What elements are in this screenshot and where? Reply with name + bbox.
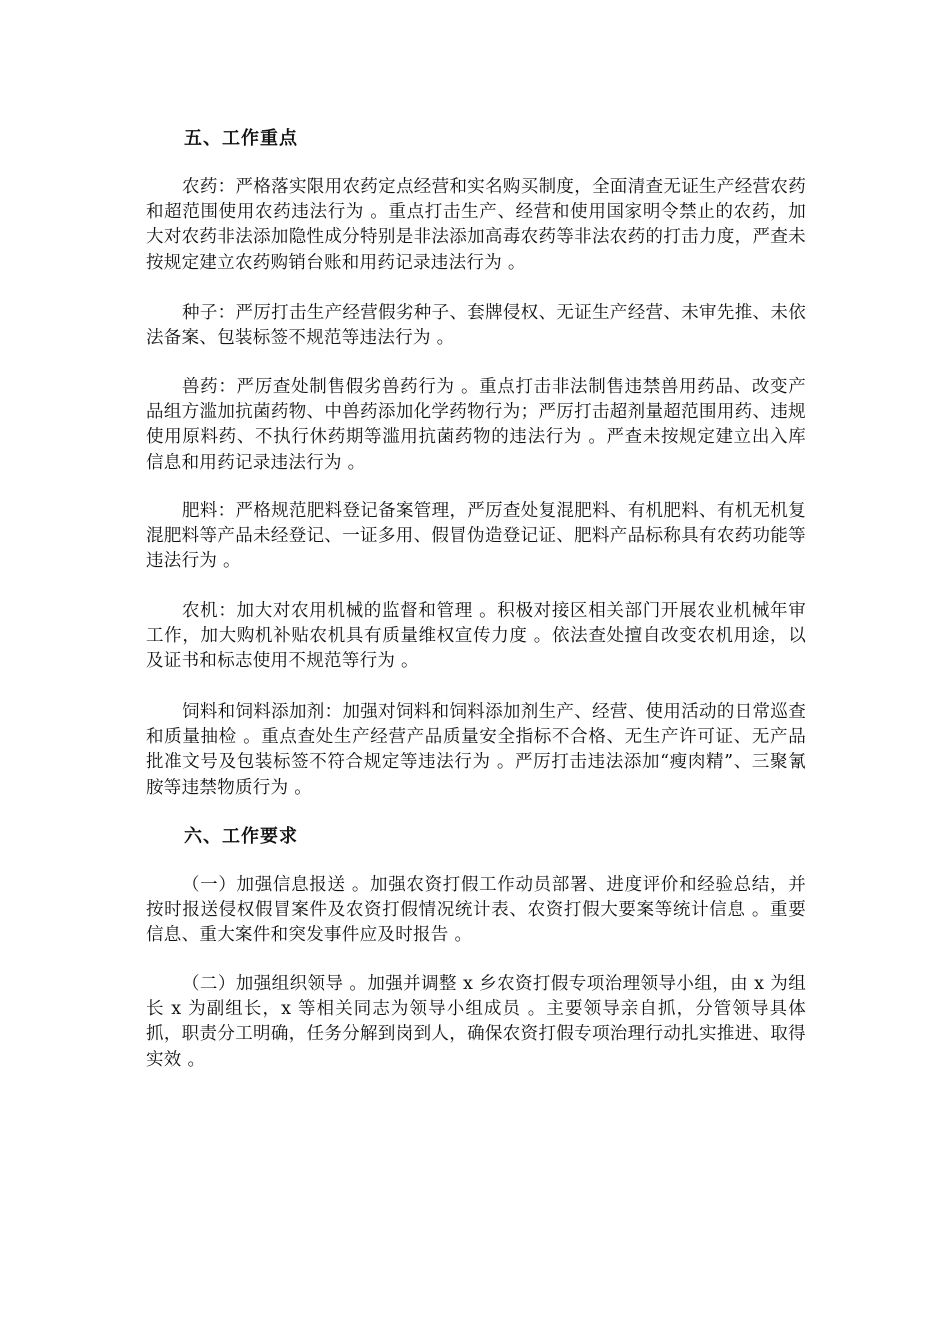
paragraph-veterinary-drugs: 兽药：严厉查处制售假劣兽药行为 。重点打击非法制售违禁兽用药品、改变产品组方滥加抗菌药物、中兽药添加化学药物行为；严厉打击超剂量超范围用药、违规使用原料药、不执行休药期等滥用抗菌药物的违法行为 。严查未按规定建立出入库信息和用药记录违法行为 。: [146, 377, 806, 473]
section-heading-work-requirements: 六、工作要求: [184, 826, 298, 847]
section-heading-work-focus: 五、工作重点: [184, 128, 298, 149]
paragraph-feed-additives: 饲料和饲料添加剂：加强对饲料和饲料添加剂生产、经营、使用活动的日常巡查和质量抽检 。重点查处生产经营产品质量安全指标不合格、无生产许可证、无产品批准文号及包装标签不符合规定等违法行为 。严厉打击违法添加“瘦肉精”、三聚氰胺等违禁物质行为 。: [146, 702, 806, 798]
paragraph-pesticide: 农药：严格落实限用农药定点经营和实名购买制度，全面清查无证生产经营农药和超范围使用农药违法行为 。重点打击生产、经营和使用国家明令禁止的农药，加大对农药非法添加隐性成分特别是非法添加高毒农药等非法农药的打击力度，严查未按规定建立农药购销台账和用药记录违法行为 。: [146, 177, 806, 273]
paragraph-organizational-leadership: （二）加强组织领导 。加强并调整 x 乡农资打假专项治理领导小组，由 x 为组长 x 为副组长，x 等相关同志为领导小组成员 。主要领导亲自抓，分管领导具体抓，职责分工明确，任务分解到岗到人，确保农资打假专项治理行动扎实推进、取得实效 。: [146, 974, 806, 1070]
paragraph-agricultural-machinery: 农机：加大对农用机械的监督和管理 。积极对接区相关部门开展农业机械年审工作，加大购机补贴农机具有质量维权宣传力度 。依法查处擅自改变农机用途，以及证书和标志使用不规范等行为 。: [146, 601, 806, 672]
paragraph-seeds: 种子：严厉打击生产经营假劣种子、套牌侵权、无证生产经营、未审先推、未依法备案、包装标签不规范等违法行为 。: [146, 303, 806, 349]
paragraph-fertilizer: 肥料：严格规范肥料登记备案管理，严厉查处复混肥料、有机肥料、有机无机复混肥料等产品未经登记、一证多用、假冒伪造登记证、肥料产品标称具有农药功能等违法行为 。: [146, 501, 806, 572]
paragraph-information-reporting: （一）加强信息报送 。加强农资打假工作动员部署、进度评价和经验总结，并按时报送侵权假冒案件及农资打假情况统计表、农资打假大要案等统计信息 。重要信息、重大案件和突发事件应及时报告 。: [146, 875, 806, 946]
